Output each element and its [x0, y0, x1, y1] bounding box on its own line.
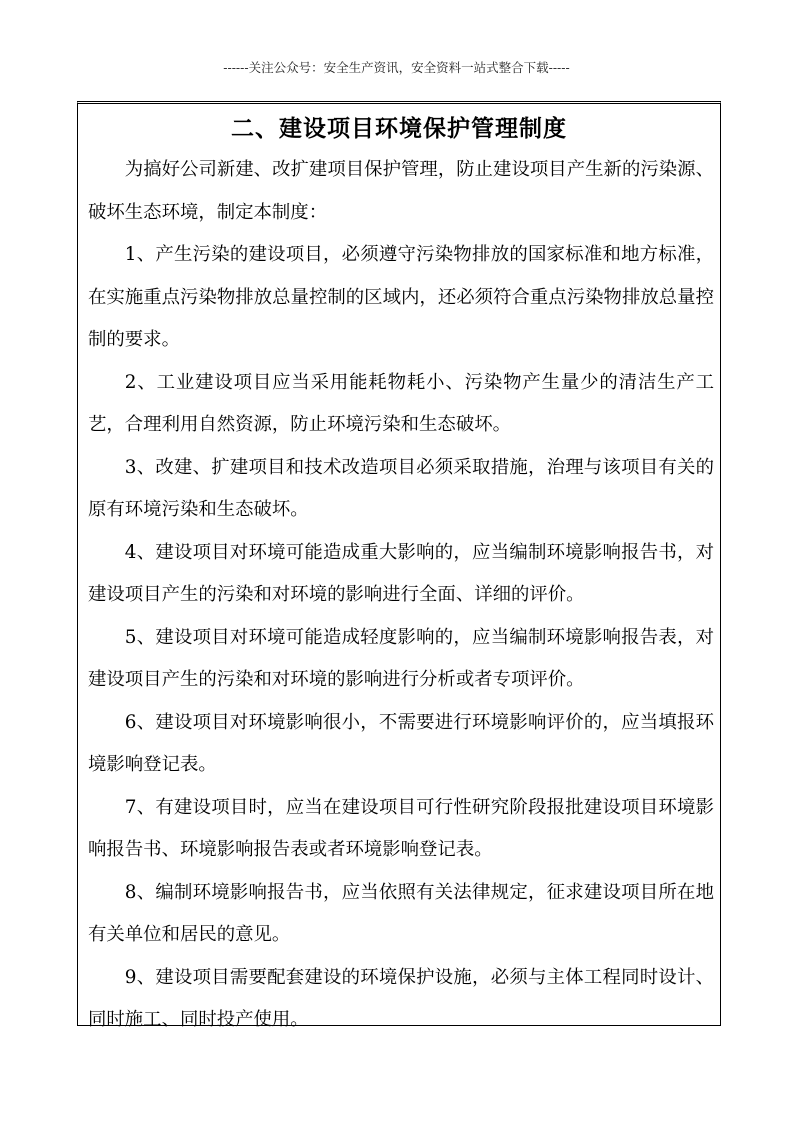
clause-paragraph: 6、建设项目对环境影响很小，不需要进行环境影响评价的，应当填报环境影响登记表。	[88, 711, 714, 775]
page-header: ------关注公众号：安全生产资讯，安全资料一站式整合下载-----	[223, 60, 570, 75]
intro-paragraph: 为搞好公司新建、改扩建项目保护管理，防止建设项目产生新的污染源、破坏生态环境，制定本制度：	[88, 159, 714, 223]
clause-paragraph: 9、建设项目需要配套建设的环境保护设施，必须与主体工程同时设计、同时施工、同时投产使用。	[88, 966, 714, 1030]
clause-paragraph: 8、编制环境影响报告书，应当依照有关法律规定，征求建设项目所在地有关单位和居民的意见。	[88, 881, 714, 945]
clause-paragraph: 7、有建设项目时，应当在建设项目可行性研究阶段报批建设项目环境影响报告书、环境影响报告表或者环境影响登记表。	[88, 796, 714, 860]
document-body	[88, 149, 714, 1042]
clause-paragraph: 1、产生污染的建设项目，必须遵守污染物排放的国家标准和地方标准，在实施重点污染物排放总量控制的区域内，还必须符合重点污染物排放总量控制的要求。	[88, 244, 714, 350]
clause-paragraph: 3、改建、扩建项目和技术改造项目必须采取措施，治理与该项目有关的原有环境污染和生态破坏。	[88, 456, 714, 520]
clause-paragraph: 4、建设项目对环境可能造成重大影响的，应当编制环境影响报告书，对建设项目产生的污染和对环境的影响进行全面、详细的评价。	[88, 541, 714, 605]
clause-paragraph: 5、建设项目对环境可能造成轻度影响的，应当编制环境影响报告表，对建设项目产生的污染和对环境的影响进行分析或者专项评价。	[88, 626, 714, 690]
document-title: 二、建设项目环境保护管理制度	[231, 115, 567, 142]
clause-paragraph: 2、工业建设项目应当采用能耗物耗小、污染物产生量少的清洁生产工艺，合理利用自然资源，防止环境污染和生态破坏。	[88, 371, 714, 435]
